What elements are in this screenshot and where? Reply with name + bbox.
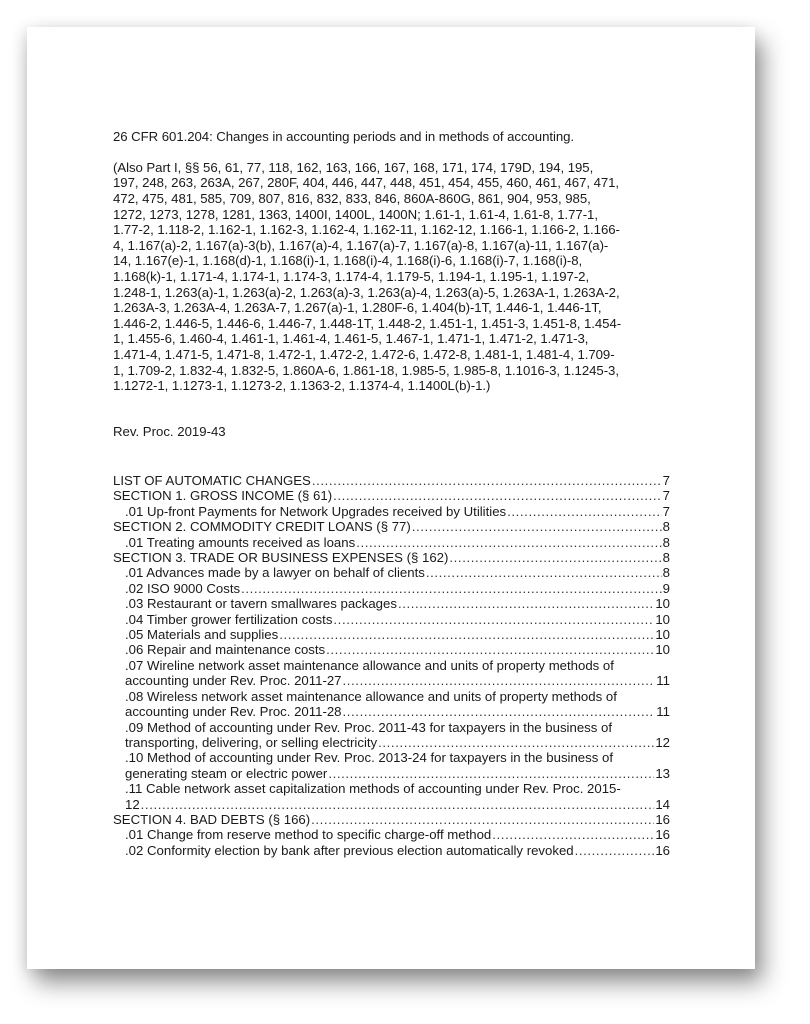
toc-entry-label: accounting under Rev. Proc. 2011-28: [125, 704, 342, 720]
toc-entry-label: .02 ISO 9000 Costs: [125, 580, 241, 596]
toc-dot-leader: [343, 673, 656, 688]
toc-entry[interactable]: [113, 642, 670, 657]
toc-dot-leader: [241, 581, 662, 596]
citation-line: 1.77-2, 1.118-2, 1.162-1, 1.162-3, 1.162-4, 1.162-11, 1.162-12, 1.166-1, 1.166-2, 1.166-: [113, 222, 620, 238]
toc-entry-title-line: .09 Method of accounting under Rev. Proc. 2011-43 for taxpayers in the business of: [125, 719, 613, 735]
citation-line: 1, 1.455-6, 1.460-4, 1.461-1, 1.461-4, 1.461-5, 1.467-1, 1.471-1, 1.471-2, 1.471-3,: [113, 331, 589, 347]
toc-page-number: 13: [655, 765, 670, 781]
toc-entry[interactable]: [113, 812, 670, 827]
toc-entry[interactable]: [113, 612, 670, 627]
toc-page-number: 7: [662, 503, 670, 519]
toc-entry[interactable]: [113, 750, 670, 781]
toc-page-number: 7: [662, 488, 670, 504]
citation-line: 472, 475, 481, 585, 709, 807, 816, 832, 833, 846, 860A-860G, 861, 904, 953, 985,: [113, 190, 591, 206]
toc-entry-label: .01 Up-front Payments for Network Upgrades received by Utilities: [125, 503, 507, 519]
toc-entry-label: .01 Treating amounts received as loans: [125, 534, 356, 550]
citation-line: 1.471-4, 1.471-5, 1.471-8, 1.472-1, 1.472-2, 1.472-6, 1.472-8, 1.481-1, 1.481-4, 1.709-: [113, 346, 615, 362]
toc-dot-leader: [333, 612, 654, 627]
toc-entry-label: .02 Conformity election by bank after previous election automatically revoked: [125, 842, 574, 858]
toc-entry[interactable]: [113, 689, 670, 720]
toc-dot-leader: [279, 627, 654, 642]
toc-page-number: 10: [655, 596, 670, 612]
toc-entry[interactable]: [113, 827, 670, 842]
document-page: [27, 27, 755, 969]
citation-line: (Also Part I, §§ 56, 61, 77, 118, 162, 163, 166, 167, 168, 171, 174, 179D, 194, 195,: [113, 159, 594, 175]
toc-dot-leader: [312, 473, 662, 488]
toc-dot-leader: [449, 550, 661, 565]
citation-line: 1.263A-3, 1.263A-4, 1.263A-7, 1.267(a)-1, 1.280F-6, 1.404(b)-1T, 1.446-1, 1.446-1T,: [113, 300, 602, 316]
toc-page-number: 10: [655, 627, 670, 643]
citation-line: 1.248-1, 1.263(a)-1, 1.263(a)-2, 1.263(a)-3, 1.263(a)-4, 1.263(a)-5, 1.263A-1, 1.263A-2,: [113, 284, 620, 300]
toc-dot-leader: [426, 565, 662, 580]
toc-page-number: 14: [655, 796, 670, 812]
toc-entry-title-line: .11 Cable network asset capitalization methods of accounting under Rev. Proc. 2015-: [125, 781, 621, 797]
toc-page-number: 8: [662, 519, 670, 535]
toc-dot-leader: [398, 596, 654, 611]
toc-entry[interactable]: [113, 488, 670, 503]
toc-entry-label: .05 Materials and supplies: [125, 627, 279, 643]
toc-entry-label: .01 Advances made by a lawyer on behalf of clients: [125, 565, 425, 581]
toc-entry[interactable]: [113, 519, 670, 534]
citation-line: 1.1272-1, 1.1273-1, 1.1273-2, 1.1363-2, 1.1374-4, 1.1400L(b)-1.): [113, 378, 491, 394]
toc-dot-leader: [333, 488, 662, 503]
citation-line: 1272, 1273, 1278, 1281, 1363, 1400I, 1400L, 1400N; 1.61-1, 1.61-4, 1.61-8, 1.77-1,: [113, 206, 598, 222]
toc-entry[interactable]: [113, 596, 670, 611]
toc-page-number: 7: [662, 473, 670, 488]
toc-entry[interactable]: [113, 535, 670, 550]
toc-dot-leader: [328, 766, 654, 781]
toc-dot-leader: [575, 843, 655, 858]
toc-entry-title-line: .07 Wireline network asset maintenance allowance and units of property methods of: [125, 657, 614, 673]
toc-dot-leader: [412, 519, 662, 534]
toc-page-number: 10: [655, 642, 670, 658]
toc-page-number: 16: [655, 827, 670, 843]
toc-entry-label: SECTION 4. BAD DEBTS (§ 166): [113, 811, 311, 827]
citation-block: [113, 113, 673, 409]
toc-dot-leader: [507, 504, 662, 519]
toc-entry[interactable]: [113, 843, 670, 858]
toc-entry[interactable]: [113, 581, 670, 596]
citation-heading: 26 CFR 601.204: Changes in accounting periods and in methods of accounting.: [113, 128, 575, 144]
toc-dot-leader: [343, 704, 656, 719]
toc-entry[interactable]: [113, 627, 670, 642]
toc-entry[interactable]: [113, 550, 670, 565]
toc-entry-label: .01 Change from reserve method to specific charge-off method: [125, 827, 492, 843]
toc-dot-leader: [326, 642, 654, 657]
toc-entry-title-line: .10 Method of accounting under Rev. Proc. 2013-24 for taxpayers in the business of: [125, 750, 613, 766]
toc-page-number: 8: [662, 534, 670, 550]
toc-entry-label: .04 Timber grower fertilization costs: [125, 611, 333, 627]
toc-entry-label: SECTION 2. COMMODITY CREDIT LOANS (§ 77): [113, 519, 411, 535]
toc-page-number: 9: [662, 580, 670, 596]
toc-entry-label: SECTION 3. TRADE OR BUSINESS EXPENSES (§ 162): [113, 550, 449, 566]
toc-page-number: 11: [656, 673, 670, 689]
toc-entry[interactable]: [113, 720, 670, 751]
citation-line: 197, 248, 263, 263A, 267, 280F, 404, 446, 447, 448, 451, 454, 455, 460, 461, 467, 471,: [113, 175, 620, 191]
citation-list: [113, 160, 673, 394]
toc-entry-label: 12: [125, 796, 140, 812]
toc-page-number: 16: [655, 842, 670, 858]
toc-entry-label: generating steam or electric power: [125, 765, 328, 781]
citation-line: 1.446-2, 1.446-5, 1.446-6, 1.446-7, 1.448-1T, 1.448-2, 1.451-1, 1.451-3, 1.451-8, 1.454-: [113, 315, 622, 331]
toc-entry-label: accounting under Rev. Proc. 2011-27: [125, 673, 342, 689]
toc-entry-label: .06 Repair and maintenance costs: [125, 642, 326, 658]
toc-page-number: 8: [662, 550, 670, 566]
toc-entry-label: .03 Restaurant or tavern smallwares packages: [125, 596, 397, 612]
toc-entry-label: SECTION 1. GROSS INCOME (§ 61): [113, 488, 333, 504]
citation-line: 1, 1.709-2, 1.832-4, 1.832-5, 1.860A-6, 1.861-18, 1.985-5, 1.985-8, 1.1016-3, 1.1245-3,: [113, 362, 619, 378]
citation-line: 14, 1.167(e)-1, 1.168(d)-1, 1.168(i)-1, 1.168(i)-4, 1.168(i)-6, 1.168(i)-7, 1.168(i)-8,: [113, 253, 583, 269]
toc-dot-leader: [492, 827, 654, 842]
toc-entry-title-line: .08 Wireless network asset maintenance allowance and units of property methods of: [125, 688, 617, 704]
toc-entry[interactable]: [113, 658, 670, 689]
toc-page-number: 16: [655, 811, 670, 827]
table-of-contents: [113, 473, 670, 858]
citation-line: 1.168(k)-1, 1.171-4, 1.174-1, 1.174-3, 1.174-4, 1.179-5, 1.194-1, 1.195-1, 1.197-2,: [113, 268, 590, 284]
toc-entry[interactable]: [113, 565, 670, 580]
toc-dot-leader: [356, 535, 661, 550]
toc-page-number: 10: [655, 611, 670, 627]
toc-dot-leader: [311, 812, 654, 827]
toc-dot-leader: [141, 797, 655, 812]
toc-page-number: 11: [656, 704, 670, 720]
toc-dot-leader: [378, 735, 654, 750]
toc-entry[interactable]: [113, 781, 670, 812]
toc-entry-label: transporting, delivering, or selling electricity: [125, 734, 378, 750]
rev-proc-number: Rev. Proc. 2019-43: [113, 424, 226, 439]
citation-line: 4, 1.167(a)-2, 1.167(a)-3(b), 1.167(a)-4, 1.167(a)-7, 1.167(a)-8, 1.167(a)-11, 1.167(a)-: [113, 237, 609, 253]
toc-entry-label: LIST OF AUTOMATIC CHANGES: [113, 473, 311, 488]
toc-page-number: 8: [662, 565, 670, 581]
toc-entry[interactable]: [113, 504, 670, 519]
toc-page-number: 12: [655, 734, 670, 750]
toc-entry[interactable]: [113, 473, 670, 488]
